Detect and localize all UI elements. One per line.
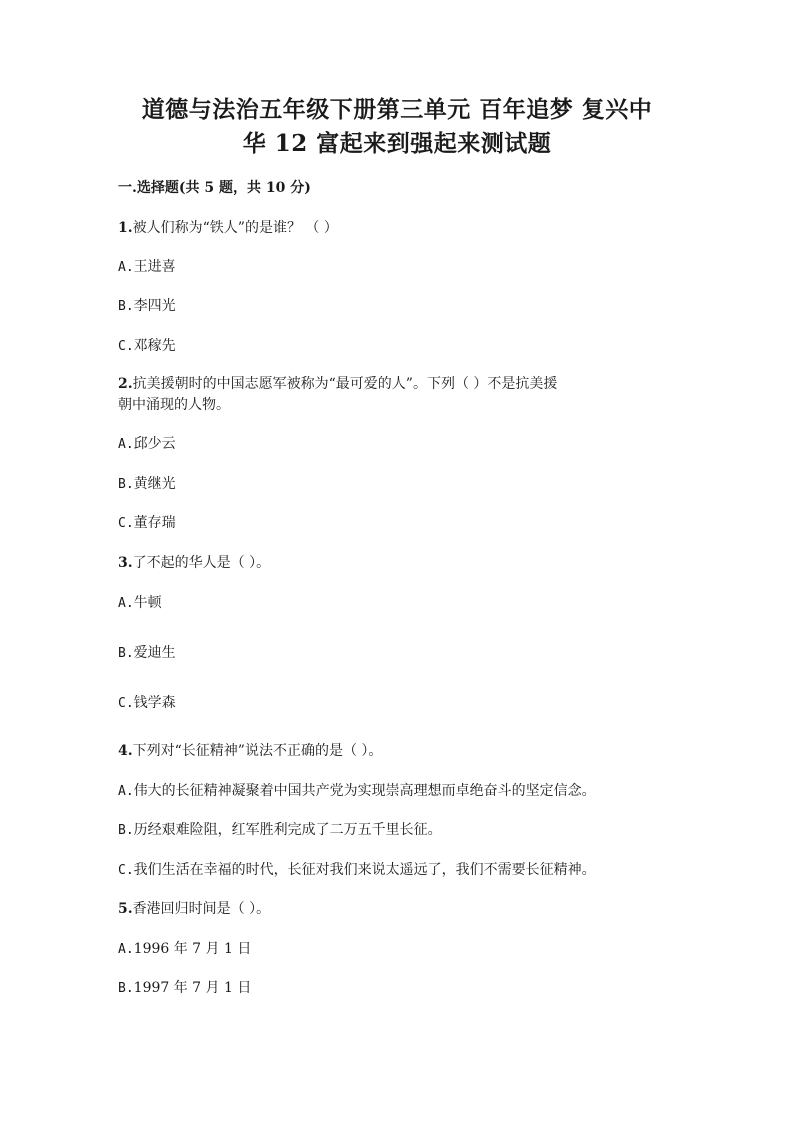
option-letter: A. bbox=[118, 260, 134, 275]
question-2-option-b bbox=[118, 474, 678, 495]
option-text: 我们生活在幸福的时代，长征对我们来说太遥远了，我们不需要长征精神。 bbox=[133, 862, 596, 878]
question-2-option-c bbox=[118, 513, 678, 534]
question-1-stem bbox=[118, 218, 678, 238]
question-2-text: 抗美援朝时的中国志愿军被称为“最可爱的人”。下列（ ）不是抗美援 bbox=[132, 376, 558, 392]
option-text: 1996 年 7 月 1 日 bbox=[133, 941, 252, 957]
option-text: 董存瑞 bbox=[133, 515, 176, 531]
option-text: 邓稼先 bbox=[133, 338, 176, 354]
question-4-number: 4. bbox=[118, 743, 133, 759]
option-text: 李四光 bbox=[133, 298, 176, 314]
option-text: 1997 年 7 月 1 日 bbox=[133, 980, 252, 996]
option-text: 邱少云 bbox=[133, 436, 176, 452]
document-title-line-2: 华 12 富起来到强起来测试题 bbox=[242, 130, 552, 157]
question-1-option-a bbox=[118, 257, 678, 278]
question-4-option-a bbox=[118, 781, 678, 802]
question-1-option-b bbox=[118, 296, 678, 317]
option-text: 伟大的长征精神凝聚着中国共产党为实现崇高理想而卓绝奋斗的坚定信念。 bbox=[133, 783, 596, 799]
option-letter: C. bbox=[118, 516, 134, 531]
question-1-text: 被人们称为“铁人”的是谁？ （ ） bbox=[132, 220, 338, 236]
option-text: 钱学森 bbox=[133, 695, 176, 711]
option-letter: B. bbox=[118, 646, 134, 661]
question-3-text: 了不起的华人是（ ）。 bbox=[132, 555, 271, 571]
question-1-option-c bbox=[118, 336, 678, 357]
question-4-option-b bbox=[118, 820, 678, 841]
section-heading: 一.选择题(共 5 题，共 10 分) bbox=[118, 180, 311, 196]
document-title-line-1: 道德与法治五年级下册第三单元 百年追梦 复兴中 bbox=[141, 96, 653, 123]
option-letter: C. bbox=[118, 339, 134, 354]
question-5-option-a bbox=[118, 939, 678, 960]
option-letter: C. bbox=[118, 863, 134, 878]
question-5-text: 香港回归时间是（ ）。 bbox=[132, 901, 271, 917]
option-text: 历经艰难险阻，红军胜利完成了二万五千里长征。 bbox=[133, 822, 442, 838]
option-letter: B. bbox=[118, 299, 134, 314]
option-text: 黄继光 bbox=[133, 476, 176, 492]
question-2-number: 2. bbox=[118, 376, 133, 392]
question-4-text: 下列对“长征精神”说法不正确的是（ ）。 bbox=[132, 743, 383, 759]
question-3-number: 3. bbox=[118, 555, 133, 571]
option-text: 爱迪生 bbox=[133, 645, 176, 661]
question-3-stem bbox=[118, 553, 678, 573]
option-text: 王进喜 bbox=[133, 259, 176, 275]
option-letter: A. bbox=[118, 596, 134, 611]
question-3-option-a bbox=[118, 593, 678, 614]
question-2-option-a bbox=[118, 434, 678, 455]
option-text: 牛顿 bbox=[133, 595, 162, 611]
question-5-number: 5. bbox=[118, 901, 133, 917]
option-letter: B. bbox=[118, 823, 134, 838]
option-letter: A. bbox=[118, 437, 134, 452]
question-3-option-b bbox=[118, 643, 678, 664]
question-4-stem bbox=[118, 741, 678, 761]
option-letter: B. bbox=[118, 981, 134, 996]
option-letter: B. bbox=[118, 477, 134, 492]
question-5-option-b bbox=[118, 978, 678, 999]
question-3-option-c bbox=[118, 693, 678, 714]
question-2-stem-continued: 朝中涌现的人物。 bbox=[118, 397, 230, 413]
question-2-stem bbox=[118, 374, 678, 394]
question-4-option-c bbox=[118, 860, 678, 881]
option-letter: C. bbox=[118, 696, 134, 711]
question-1-number: 1. bbox=[118, 220, 133, 236]
option-letter: A. bbox=[118, 784, 134, 799]
option-letter: A. bbox=[118, 942, 134, 957]
question-5-stem bbox=[118, 899, 678, 919]
